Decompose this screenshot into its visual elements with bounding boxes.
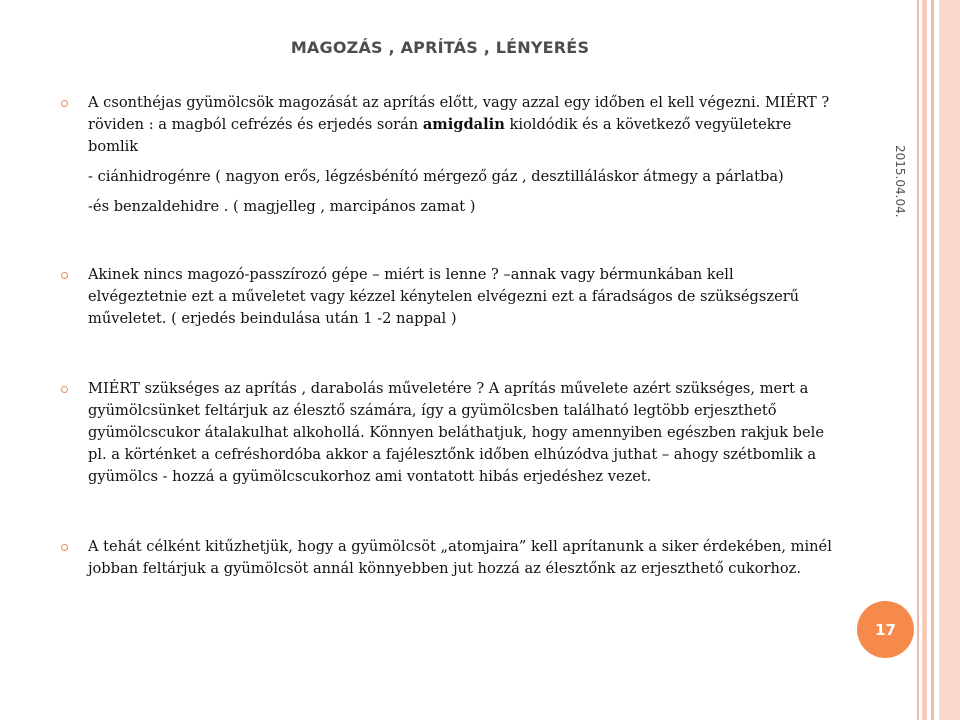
decorative-stripe [922,0,927,720]
sub-paragraph: - ciánhidrogénre ( nagyon erős, légzésbénító mérgező gáz , desztilláláskor átmegy a párlatba) [88,168,784,185]
bullet-circle-icon [61,100,68,107]
bullet-circle-icon [61,386,68,393]
bullet-circle-icon [61,544,68,551]
bullet-item [60,92,835,218]
bullet-text: A tehát célként kitűzhetjük, hogy a gyümölcsöt „atomjaira” kell aprítanunk a siker érdekében, minél jobban feltárjuk a gyümölcsöt annál könnyebben jut hozzá az élesztőnk az erjeszthető cukorhoz. [88,538,832,577]
slide-title: MAGOZÁS , APRÍTÁS , LÉNYERÉS [290,38,590,57]
decorative-stripe [931,0,934,720]
bullet-text-pre: A csonthéjas gyümölcsök magozását az aprítás előtt, vagy azzal egy időben el kell végezni. MIÉRT ? röviden : a magból cefrézés és erjedés során [88,94,830,133]
bold-term: amigdalin [422,116,505,133]
slide-date: 2015.04.04. [893,145,907,218]
bullet-text: MIÉRT szükséges az aprítás , darabolás műveletére ? A aprítás művelete azért szükséges, mert a gyümölcsünket feltárjuk az élesztő számára, így a gyümölcsben található legtöbb erjeszthető gyümölcscukor átalakulhat alkohollá. Könnyen beláthatjuk, hogy amennyiben egészben rakjuk bele pl. a körténket a cefréshordóba akkor a fajélesztőnk időben elhúzódva juthat – ahogy szétbomlik a gyümölcs - hozzá a gyümölcscukorhoz ami vontatott hibás erjedéshez vezet. [88,380,824,485]
sub-paragraph: -és benzaldehidre . ( magjelleg , marcipános zamat ) [88,198,476,215]
page-number-badge: 17 [857,601,914,658]
bullet-item [60,536,835,580]
bullet-circle-icon [61,272,68,279]
bullet-item [60,378,835,488]
bullet-text [88,92,835,158]
bullet-list [60,92,835,580]
decorative-stripe [917,0,919,720]
decorative-stripe [939,0,960,720]
bullet-text: Akinek nincs magozó-passzírozó gépe – miért is lenne ? –annak vagy bérmunkában kell elvégeztetnie ezt a műveletet vagy kézzel kénytelen elvégezni ezt a fáradságos de szükségszerű műveletet. ( erjedés beindulása után 1 -2 nappal ) [88,266,800,327]
bullet-item [60,264,835,330]
bullet-text-post: kioldódik és a következő vegyületekre bomlik [88,116,792,155]
